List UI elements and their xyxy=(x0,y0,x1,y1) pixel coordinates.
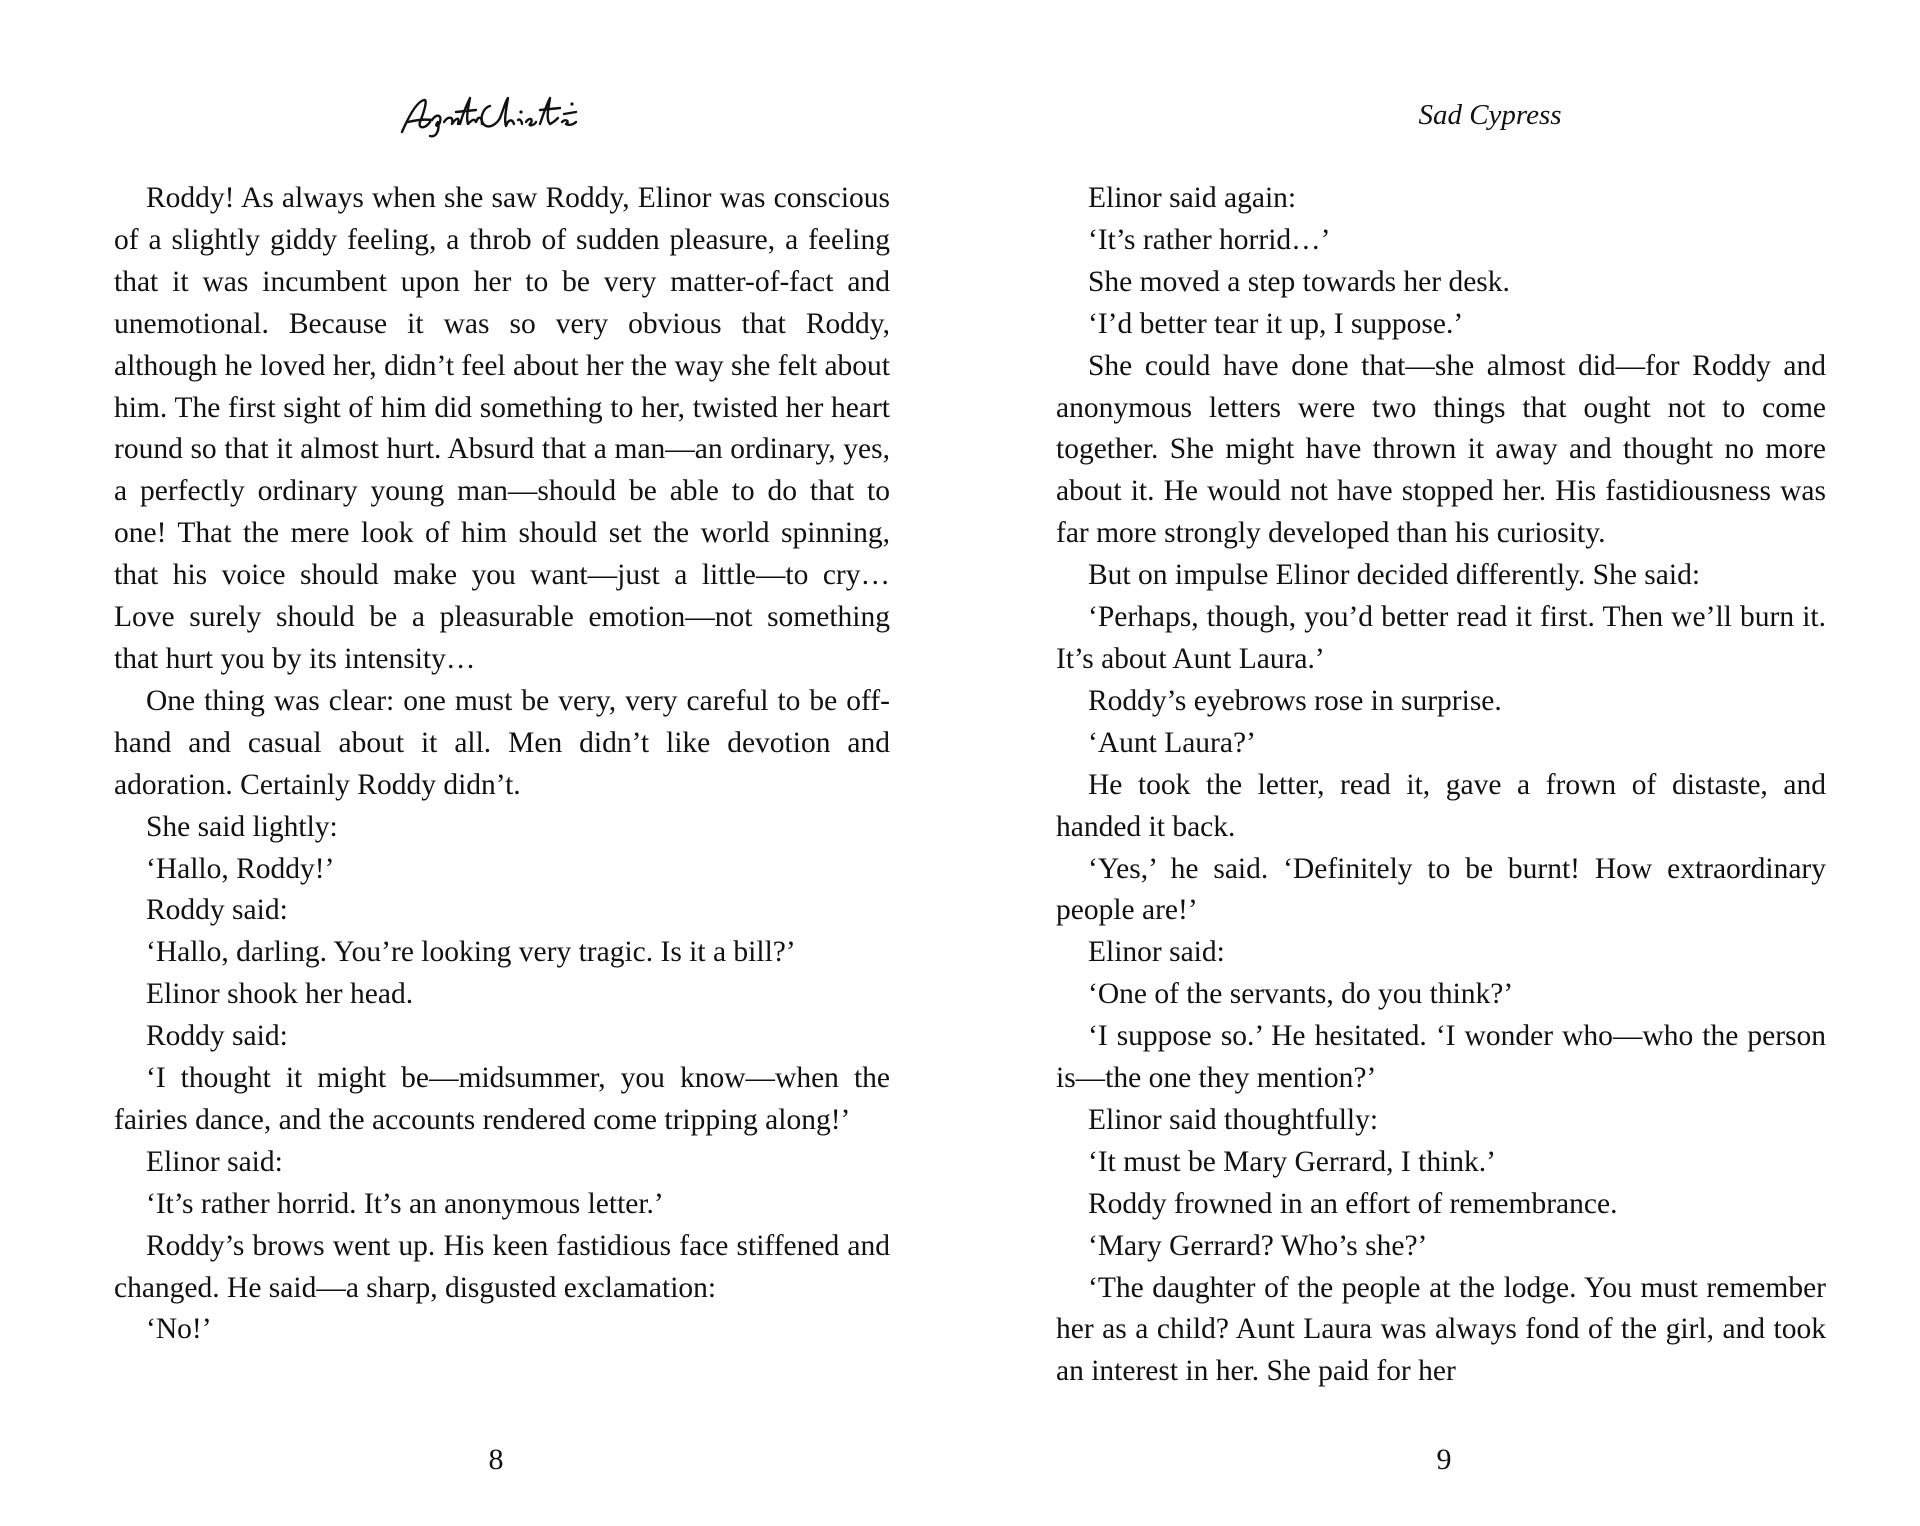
page-number: 8 xyxy=(488,1443,504,1476)
paragraph: Elinor said: xyxy=(146,1145,283,1178)
right-page xyxy=(960,0,1920,1526)
paragraph: Elinor said: xyxy=(1088,936,1225,969)
paragraph: ‘Yes,’ he said. ‘Definitely to be burnt! How extraordinary people are!’ xyxy=(1056,852,1826,927)
paragraph: ‘Hallo, Roddy!’ xyxy=(146,852,335,885)
paragraph: Elinor said thoughtfully: xyxy=(1088,1103,1379,1136)
paragraph: Roddy’s eyebrows rose in surprise. xyxy=(1088,684,1502,717)
paragraph: ‘Hallo, darling. You’re looking very tragic. Is it a bill?’ xyxy=(146,936,796,969)
paragraph: ‘It’s rather horrid…’ xyxy=(1088,223,1331,256)
paragraph: She moved a step towards her desk. xyxy=(1088,265,1510,298)
paragraph: Elinor shook her head. xyxy=(146,978,414,1011)
paragraph: Roddy! As always when she saw Roddy, Elinor was conscious of a slightly giddy feeling, a throb of sudden pleasure, a feeling that it was incumbent upon her to be very matter-of-fact and unemotional. Because it was so very obvious that Roddy, although he loved her, didn’t feel about her the way she felt about him. The first sight of him did something to her, twisted her heart round so that it almost hurt. Absurd that a man—an ordinary, yes, a perfectly ordinary young man—should be able to do that to one! That the mere look of him should set the world spinning, that his voice should make you want—just a little—to cry… Love surely should be a pleasurable emotion—not something that hurt you by its intensity… xyxy=(114,182,890,675)
paragraph: ‘One of the servants, do you think?’ xyxy=(1088,978,1514,1011)
paragraph: Elinor said again: xyxy=(1088,182,1297,214)
paragraph: ‘Aunt Laura?’ xyxy=(1088,726,1256,759)
paragraph: ‘I suppose so.’ He hesitated. ‘I wonder who—who the person is—the one they mention?’ xyxy=(1056,1020,1826,1095)
paragraph: ‘Mary Gerrard? Who’s she?’ xyxy=(1088,1229,1428,1262)
paragraph: He took the letter, read it, gave a frown of distaste, and handed it back. xyxy=(1056,768,1826,843)
left-body-text xyxy=(114,178,890,1351)
paragraph: Roddy’s brows went up. His keen fastidious face stiffened and changed. He said—a sharp, disgusted exclamation: xyxy=(114,1229,890,1304)
right-body-text xyxy=(1056,178,1826,1393)
paragraph: Roddy frowned in an effort of remembrance. xyxy=(1088,1187,1618,1220)
paragraph: But on impulse Elinor decided differently. She said: xyxy=(1088,559,1701,592)
page-number: 9 xyxy=(1436,1443,1452,1476)
paragraph: Roddy said: xyxy=(146,894,288,927)
paragraph: One thing was clear: one must be very, very careful to be off-hand and casual about it all. Men didn’t like devotion and adoration. Certainly Roddy didn’t. xyxy=(114,684,890,801)
author-signature-logo xyxy=(394,92,614,138)
paragraph: ‘It’s rather horrid. It’s an anonymous letter.’ xyxy=(146,1187,664,1220)
paragraph: ‘It must be Mary Gerrard, I think.’ xyxy=(1088,1145,1496,1178)
book-title-header: Sad Cypress xyxy=(1418,99,1562,131)
signature-icon xyxy=(394,92,614,138)
paragraph: ‘I thought it might be—midsummer, you know—when the fairies dance, and the accounts rendered come tripping along!’ xyxy=(114,1062,890,1136)
paragraph: ‘I’d better tear it up, I suppose.’ xyxy=(1088,307,1464,340)
paragraph: Roddy said: xyxy=(146,1020,288,1053)
paragraph: ‘No!’ xyxy=(146,1313,212,1346)
paragraph: She could have done that—she almost did—for Roddy and anonymous letters were two things that ought not to come together. She might have thrown it away and thought no more about it. He would not have stopped her. His fastidiousness was far more strongly developed than his curiosity. xyxy=(1056,349,1826,550)
paragraph: ‘Perhaps, though, you’d better read it first. Then we’ll burn it. It’s about Aunt Laura.’ xyxy=(1056,601,1826,675)
paragraph: ‘The daughter of the people at the lodge. You must remember her as a child? Aunt Laura was always fond of the girl, and took an interest in her. She paid for her xyxy=(1056,1271,1826,1388)
paragraph: She said lightly: xyxy=(146,810,338,843)
